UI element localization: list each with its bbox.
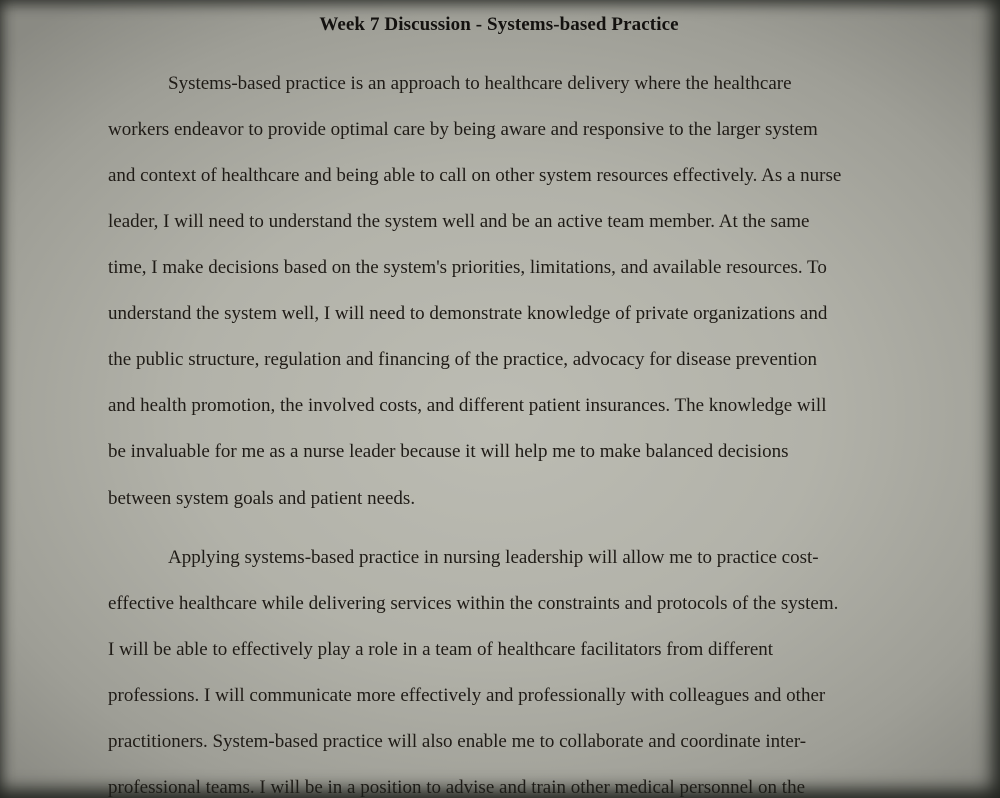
paragraph-line: leader, I will need to understand the system well and be an active team member. At the same (108, 211, 810, 232)
paragraph-line: the public structure, regulation and financing of the practice, advocacy for disease prevention (108, 349, 818, 370)
paragraph-line: professional teams. I will be in a position to advise and train other medical personnel on the (108, 777, 806, 798)
paragraph-line: Systems-based practice is an approach to healthcare delivery where the healthcare (168, 73, 792, 94)
paragraph-line: and health promotion, the involved costs, and different patient insurances. The knowledge will (108, 395, 827, 416)
paragraph-line: practitioners. System-based practice will also enable me to collaborate and coordinate inter- (108, 731, 807, 752)
paragraph-line: between system goals and patient needs. (108, 488, 416, 509)
paragraph-line: understand the system well, I will need to demonstrate knowledge of private organizations and (108, 303, 828, 324)
paragraph-line: time, I make decisions based on the system's priorities, limitations, and available resources. To (108, 257, 827, 278)
paragraph-line: I will be able to effectively play a role in a team of healthcare facilitators from different (108, 639, 774, 660)
paragraph-line: and context of healthcare and being able to call on other system resources effectively. As a nurse (108, 165, 842, 186)
paragraph-line: Applying systems-based practice in nursing leadership will allow me to practice cost- (168, 547, 819, 568)
document-title: Week 7 Discussion - Systems-based Practice (319, 14, 679, 35)
paragraph-line: workers endeavor to provide optimal care by being aware and responsive to the larger system (108, 119, 818, 140)
paragraph-line: professions. I will communicate more effectively and professionally with colleagues and other (108, 685, 826, 706)
paragraph-line: be invaluable for me as a nurse leader because it will help me to make balanced decisions (108, 441, 789, 462)
paragraph-line: effective healthcare while delivering services within the constraints and protocols of the system. (108, 593, 839, 614)
